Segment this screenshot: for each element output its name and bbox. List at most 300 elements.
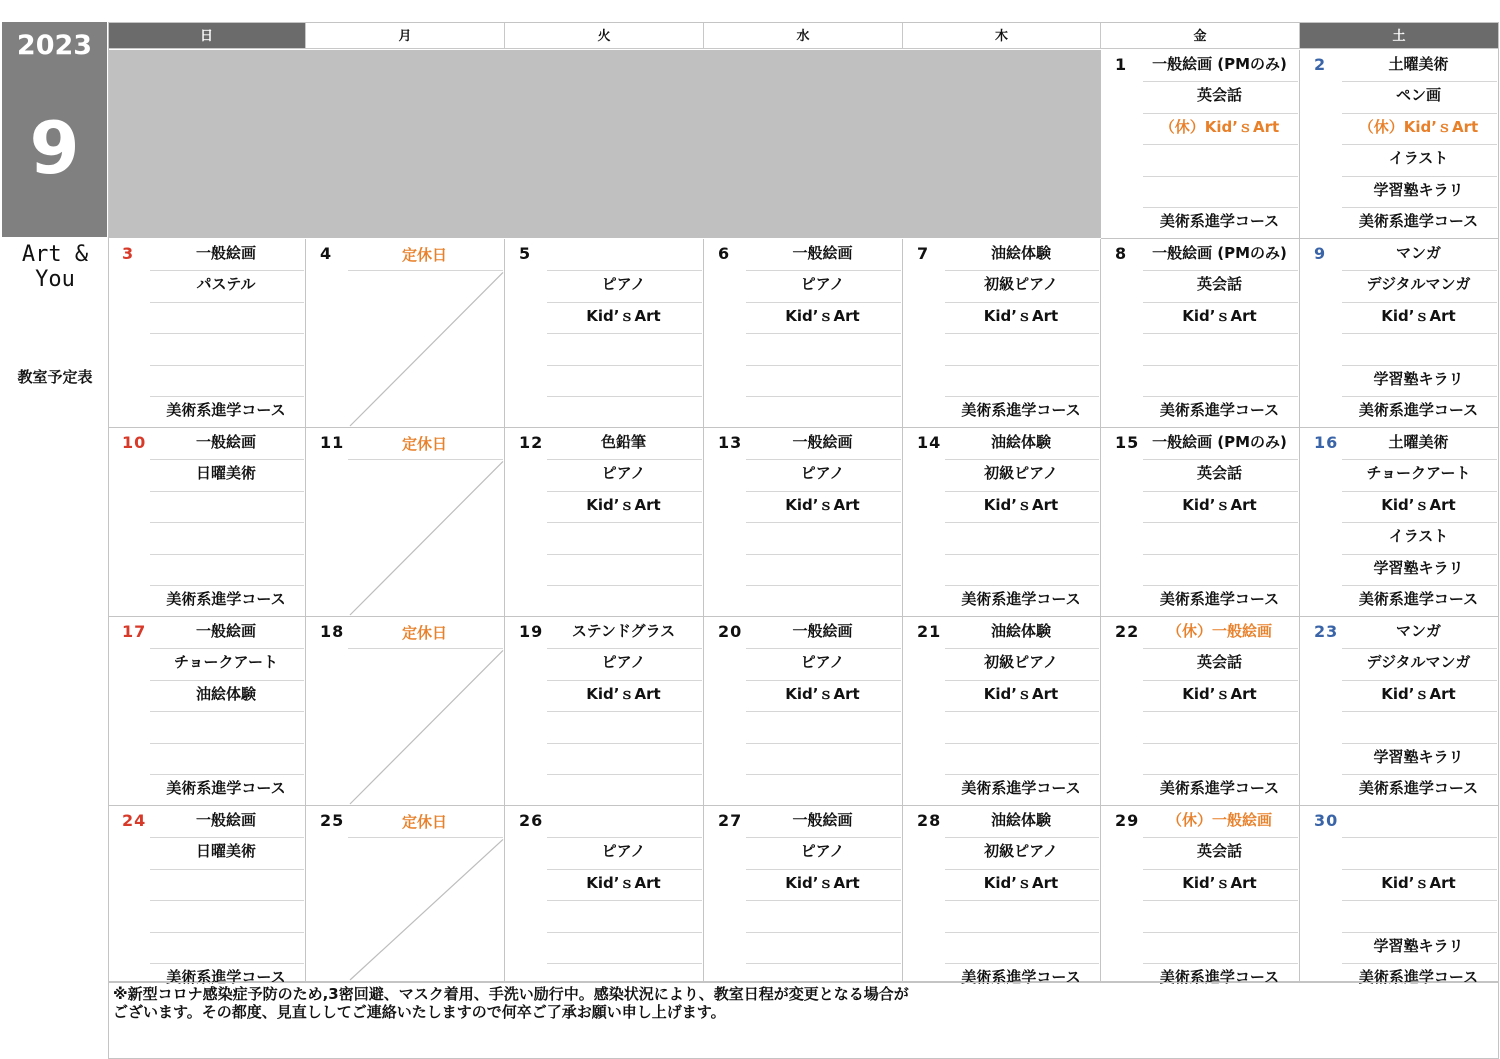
event-label: 油絵体験 (195, 684, 256, 703)
slot-divider (1143, 648, 1298, 649)
day-cell (108, 617, 306, 806)
slot-divider (150, 459, 304, 460)
event-label: チョークアート (173, 653, 279, 672)
day-cell (1101, 428, 1300, 617)
event-label: 一般絵画 (195, 622, 256, 640)
day-number: 24 (122, 811, 147, 830)
day-cell (306, 428, 505, 617)
day-number: 17 (122, 622, 147, 641)
slot-divider (547, 491, 702, 492)
slot-divider (150, 270, 304, 271)
day-cell (108, 806, 306, 986)
slot-divider (1342, 932, 1497, 933)
notice-text (113, 985, 1113, 1021)
event-label: マンガ (1395, 244, 1441, 262)
schedule-subtitle: 教室予定表 (17, 368, 93, 386)
event-label: 英会話 (1196, 86, 1242, 105)
month-label: 9 (29, 106, 80, 190)
closed-day-label: 定休日 (401, 813, 447, 831)
event-label: 一般絵画 (195, 433, 256, 451)
event-label: ピアノ (601, 653, 646, 672)
year-label: 2023 (16, 30, 93, 61)
day-number: 30 (1314, 811, 1339, 830)
day-number: 20 (718, 622, 743, 641)
slash-line (350, 839, 503, 980)
slot-divider (746, 680, 901, 681)
event-label: 一般絵画 (792, 622, 853, 640)
slot-divider (945, 554, 1099, 555)
event-label: 英会話 (1196, 842, 1242, 861)
slot-divider (150, 680, 304, 681)
notice-line: ※新型コロナ感染症予防のため,3密回避、マスク着用、手洗い励行中。感染状況により、教室日程が変更となる場合が (113, 985, 909, 1003)
day-number: 9 (1314, 244, 1327, 263)
slot-divider (150, 365, 304, 366)
day-number: 21 (917, 622, 942, 641)
event-label: 一般絵画 (792, 244, 853, 262)
slot-divider (150, 837, 304, 838)
slot-divider (945, 522, 1099, 523)
event-label: Kid’ｓArt (1182, 306, 1257, 325)
slot-divider (547, 585, 702, 586)
slot-divider (547, 774, 702, 775)
slot-divider (150, 900, 304, 901)
event-label: Kid’ｓArt (586, 495, 661, 514)
slot-divider (746, 932, 901, 933)
slot-divider (547, 459, 702, 460)
slot-divider (1143, 711, 1298, 712)
slot-divider (150, 648, 304, 649)
event-label: Kid’ｓArt (586, 873, 661, 892)
event-label: ピアノ (800, 653, 845, 672)
event-label: 日曜美術 (195, 464, 256, 483)
closed-day-label: 定休日 (401, 246, 447, 264)
event-label: 美術系進学コース (961, 401, 1081, 419)
slot-divider (1342, 743, 1497, 744)
day-number: 10 (122, 433, 147, 452)
slot-divider (1143, 270, 1298, 271)
slot-divider (547, 365, 702, 366)
closed-day-slash (306, 617, 505, 806)
day-cell (704, 239, 903, 428)
weekday-header-cell: 木 (903, 22, 1101, 49)
slot-divider (547, 302, 702, 303)
day-number: 29 (1115, 811, 1140, 830)
slot-divider (746, 900, 901, 901)
event-label: Kid’ｓArt (1381, 306, 1456, 325)
event-label: デジタルマンガ (1366, 275, 1471, 294)
event-label: 初級ピアノ (984, 464, 1058, 483)
slot-divider (1143, 396, 1298, 397)
slot-divider (945, 837, 1099, 838)
weekday-header-cell: 日 (108, 22, 306, 49)
day-cell (1101, 50, 1300, 239)
day-cell (505, 806, 704, 982)
day-cell (306, 239, 505, 428)
day-number: 7 (917, 244, 930, 263)
event-label: （休）一般絵画 (1166, 811, 1272, 829)
day-cell (505, 239, 704, 428)
event-label: Kid’ｓArt (983, 684, 1059, 703)
day-cell (1101, 806, 1300, 986)
slot-divider (945, 932, 1099, 933)
slot-divider (746, 585, 901, 586)
day-cell (1300, 617, 1499, 806)
day-cell (903, 428, 1101, 617)
slot-divider (1342, 585, 1497, 586)
event-label: 一般絵画 (792, 811, 853, 829)
slot-divider (1143, 743, 1298, 744)
slot-divider (150, 963, 304, 964)
slot-divider (547, 900, 702, 901)
slot-divider (945, 680, 1099, 681)
day-number: 25 (320, 811, 345, 830)
event-label: デジタルマンガ (1366, 653, 1471, 672)
event-label: （休）Kid’ｓArt (1159, 117, 1280, 136)
slot-divider (1143, 963, 1298, 964)
day-number: 6 (718, 244, 731, 263)
slot-divider (1342, 144, 1497, 145)
event-label: 油絵体験 (990, 622, 1051, 640)
day-cell (306, 617, 505, 806)
slot-divider (1143, 81, 1298, 82)
event-label: Kid’ｓArt (785, 684, 860, 703)
event-label: Kid’ｓArt (785, 306, 860, 325)
weekday-header-cell: 金 (1101, 22, 1300, 49)
day-number: 16 (1314, 433, 1339, 452)
event-label: 美術系進学コース (1358, 590, 1479, 608)
event-label: Kid’ｓArt (1381, 684, 1456, 703)
day-number: 11 (320, 433, 345, 452)
day-number: 12 (519, 433, 544, 452)
slot-divider (945, 302, 1099, 303)
weekday-header-cell: 土 (1300, 22, 1499, 49)
day-number: 23 (1314, 622, 1339, 641)
slot-divider (1342, 869, 1497, 870)
slot-divider (1143, 459, 1298, 460)
slot-divider (746, 522, 901, 523)
event-label: ピアノ (800, 464, 845, 483)
event-label: マンガ (1395, 622, 1441, 640)
slot-divider (1143, 680, 1298, 681)
slot-divider (150, 711, 304, 712)
slot-divider (1342, 333, 1497, 334)
slot-divider (945, 459, 1099, 460)
slot-divider (1342, 270, 1497, 271)
event-label: Kid’ｓArt (1182, 684, 1257, 703)
event-label: 美術系進学コース (1159, 779, 1280, 797)
slot-divider (1342, 900, 1497, 901)
event-label: ピアノ (601, 464, 646, 483)
day-number: 2 (1314, 55, 1327, 74)
slot-divider (1342, 302, 1497, 303)
day-number: 18 (320, 622, 345, 641)
event-label: 美術系進学コース (961, 590, 1081, 608)
event-label: 色鉛筆 (600, 433, 646, 451)
day-number: 5 (519, 244, 532, 263)
event-label: 英会話 (1196, 653, 1242, 672)
event-label: 土曜美術 (1388, 55, 1449, 73)
event-label: チョークアート (1366, 464, 1471, 483)
event-label: 一般絵画 (PMのみ) (1152, 433, 1287, 451)
closed-day-label: 定休日 (401, 435, 447, 453)
day-number: 8 (1115, 244, 1128, 263)
slot-divider (547, 396, 702, 397)
slot-divider (1143, 365, 1298, 366)
slot-divider (945, 963, 1099, 964)
weekday-header-cell: 火 (505, 22, 704, 49)
event-label: Kid’ｓArt (983, 306, 1059, 325)
event-label: 美術系進学コース (961, 779, 1081, 797)
closed-day-label: 定休日 (401, 624, 447, 642)
slot-divider (945, 333, 1099, 334)
event-label: 美術系進学コース (1159, 590, 1280, 608)
slot-divider (547, 711, 702, 712)
slot-divider (945, 900, 1099, 901)
slot-divider (150, 585, 304, 586)
day-number: 19 (519, 622, 544, 641)
slot-divider (746, 365, 901, 366)
event-label: 美術系進学コース (1159, 212, 1280, 230)
slash-line (350, 650, 503, 804)
event-label: Kid’ｓArt (785, 495, 860, 514)
slot-divider (746, 743, 901, 744)
slot-divider (150, 554, 304, 555)
slot-divider (1342, 522, 1497, 523)
event-label: 美術系進学コース (1358, 212, 1479, 230)
slot-divider (547, 837, 702, 838)
slot-divider (547, 743, 702, 744)
closed-day-slash (306, 806, 505, 982)
event-label: 美術系進学コース (1358, 779, 1479, 797)
event-label: Kid’ｓArt (983, 495, 1059, 514)
day-cell (704, 428, 903, 617)
event-label: 日曜美術 (195, 842, 256, 861)
event-label: ピアノ (601, 275, 646, 294)
event-label: ピアノ (601, 842, 646, 861)
slot-divider (746, 302, 901, 303)
slot-divider (150, 491, 304, 492)
slot-divider (1143, 837, 1298, 838)
event-label: 初級ピアノ (984, 653, 1058, 672)
day-number: 26 (519, 811, 544, 830)
event-label: パステル (196, 275, 256, 294)
day-cell (505, 428, 704, 617)
day-number: 1 (1115, 55, 1128, 74)
brand-name: Art & You (21, 242, 89, 292)
event-label: 学習塾キラリ (1373, 180, 1464, 199)
event-label: ペン画 (1395, 86, 1441, 105)
event-label: Kid’ｓArt (1182, 495, 1257, 514)
slot-divider (1143, 333, 1298, 334)
slot-divider (945, 711, 1099, 712)
event-label: 美術系進学コース (1159, 401, 1280, 419)
slash-line (350, 272, 503, 426)
slot-divider (1342, 837, 1497, 838)
event-label: 英会話 (1196, 275, 1242, 294)
slot-divider (1143, 302, 1298, 303)
slot-divider (1342, 491, 1497, 492)
day-number: 13 (718, 433, 743, 452)
slot-divider (1342, 459, 1497, 460)
slot-divider (150, 743, 304, 744)
day-cell (505, 617, 704, 806)
event-label: ピアノ (800, 842, 845, 861)
slot-divider (1342, 396, 1497, 397)
day-cell (1300, 806, 1499, 986)
event-label: 美術系進学コース (166, 401, 286, 419)
day-cell (704, 806, 903, 982)
day-number: 22 (1115, 622, 1140, 641)
event-label: 美術系進学コース (961, 968, 1081, 986)
event-label: 初級ピアノ (984, 275, 1058, 294)
slot-divider (746, 963, 901, 964)
slot-divider (150, 396, 304, 397)
slot-divider (150, 522, 304, 523)
slot-divider (1143, 900, 1298, 901)
slot-divider (150, 869, 304, 870)
day-cell (1101, 617, 1300, 806)
slot-divider (945, 365, 1099, 366)
slot-divider (1143, 869, 1298, 870)
event-label: ピアノ (800, 275, 845, 294)
event-label: 美術系進学コース (166, 779, 286, 797)
event-label: Kid’ｓArt (1182, 873, 1257, 892)
event-label: 油絵体験 (990, 811, 1051, 829)
event-label: （休）一般絵画 (1166, 622, 1272, 640)
event-label: イラスト (1388, 149, 1449, 168)
slot-divider (547, 270, 702, 271)
event-label: 英会話 (1196, 464, 1242, 483)
day-number: 28 (917, 811, 942, 830)
slot-divider (945, 869, 1099, 870)
day-number: 15 (1115, 433, 1140, 452)
event-label: 土曜美術 (1388, 433, 1449, 451)
day-cell (306, 806, 505, 982)
event-label: 学習塾キラリ (1373, 558, 1464, 577)
weekday-header-cell: 月 (306, 22, 505, 49)
slot-divider (1143, 491, 1298, 492)
slot-divider (1143, 113, 1298, 114)
slot-divider (1342, 648, 1497, 649)
event-label: 一般絵画 (195, 811, 256, 829)
event-label: Kid’ｓArt (586, 306, 661, 325)
day-cell (1300, 428, 1499, 617)
day-number: 3 (122, 244, 135, 263)
slot-divider (547, 333, 702, 334)
slot-divider (746, 270, 901, 271)
event-label: 学習塾キラリ (1373, 369, 1464, 388)
event-label: 美術系進学コース (166, 590, 286, 608)
event-label: 油絵体験 (990, 244, 1051, 262)
event-label: 一般絵画 (792, 433, 853, 451)
day-number: 14 (917, 433, 942, 452)
event-label: 学習塾キラリ (1373, 747, 1464, 766)
slot-divider (746, 491, 901, 492)
slot-divider (746, 459, 901, 460)
event-label: 美術系進学コース (1358, 968, 1479, 986)
slot-divider (1143, 522, 1298, 523)
slot-divider (746, 396, 901, 397)
event-label: 一般絵画 (195, 244, 256, 262)
slot-divider (150, 932, 304, 933)
slot-divider (746, 711, 901, 712)
slot-divider (746, 869, 901, 870)
day-number: 4 (320, 244, 333, 263)
event-label: イラスト (1388, 527, 1449, 546)
slot-divider (547, 932, 702, 933)
slot-divider (1342, 81, 1497, 82)
slot-divider (1143, 932, 1298, 933)
slot-divider (1143, 176, 1298, 177)
day-cell (1300, 239, 1499, 428)
event-label: Kid’ｓArt (586, 684, 661, 703)
day-cell (1300, 50, 1499, 239)
day-cell (704, 617, 903, 806)
slot-divider (1143, 207, 1298, 208)
event-label: 美術系進学コース (1358, 401, 1479, 419)
slot-divider (547, 522, 702, 523)
slot-divider (945, 491, 1099, 492)
slot-divider (746, 333, 901, 334)
event-label: 美術系進学コース (1159, 968, 1280, 986)
closed-day-slash (306, 239, 505, 428)
slot-divider (746, 837, 901, 838)
day-cell (108, 428, 306, 617)
event-label: 油絵体験 (990, 433, 1051, 451)
event-label: ステンドグラス (571, 622, 676, 640)
empty-days-block (109, 50, 1101, 238)
slot-divider (1342, 963, 1497, 964)
slot-divider (945, 270, 1099, 271)
event-label: 一般絵画 (PMのみ) (1152, 244, 1287, 262)
slot-divider (1143, 585, 1298, 586)
event-label: 一般絵画 (PMのみ) (1152, 55, 1287, 73)
event-label: （休）Kid’ｓArt (1358, 117, 1479, 136)
slot-divider (1342, 176, 1497, 177)
slot-divider (1143, 774, 1298, 775)
slot-divider (547, 554, 702, 555)
slot-divider (1342, 680, 1497, 681)
slot-divider (945, 743, 1099, 744)
slot-divider (945, 648, 1099, 649)
slot-divider (150, 774, 304, 775)
slot-divider (1342, 554, 1497, 555)
slot-divider (1342, 711, 1497, 712)
slot-divider (746, 554, 901, 555)
event-label: Kid’ｓArt (1381, 873, 1456, 892)
event-label: Kid’ｓArt (785, 873, 860, 892)
slot-divider (547, 963, 702, 964)
slot-divider (746, 774, 901, 775)
slot-divider (945, 774, 1099, 775)
slot-divider (547, 869, 702, 870)
slash-line (350, 461, 503, 615)
slot-divider (746, 648, 901, 649)
notice-line: ございます。その都度、見直ししてご連絡いたしますので何卒ご了承お願い申し上げます。 (113, 1003, 726, 1021)
day-cell (903, 617, 1101, 806)
event-label: 美術系進学コース (166, 968, 286, 986)
slot-divider (945, 585, 1099, 586)
closed-day-slash (306, 428, 505, 617)
slot-divider (1342, 113, 1497, 114)
day-cell (108, 239, 306, 428)
day-cell (903, 806, 1101, 986)
slot-divider (547, 680, 702, 681)
slot-divider (150, 302, 304, 303)
day-number: 27 (718, 811, 743, 830)
weekday-header-cell: 水 (704, 22, 903, 49)
slot-divider (1342, 365, 1497, 366)
